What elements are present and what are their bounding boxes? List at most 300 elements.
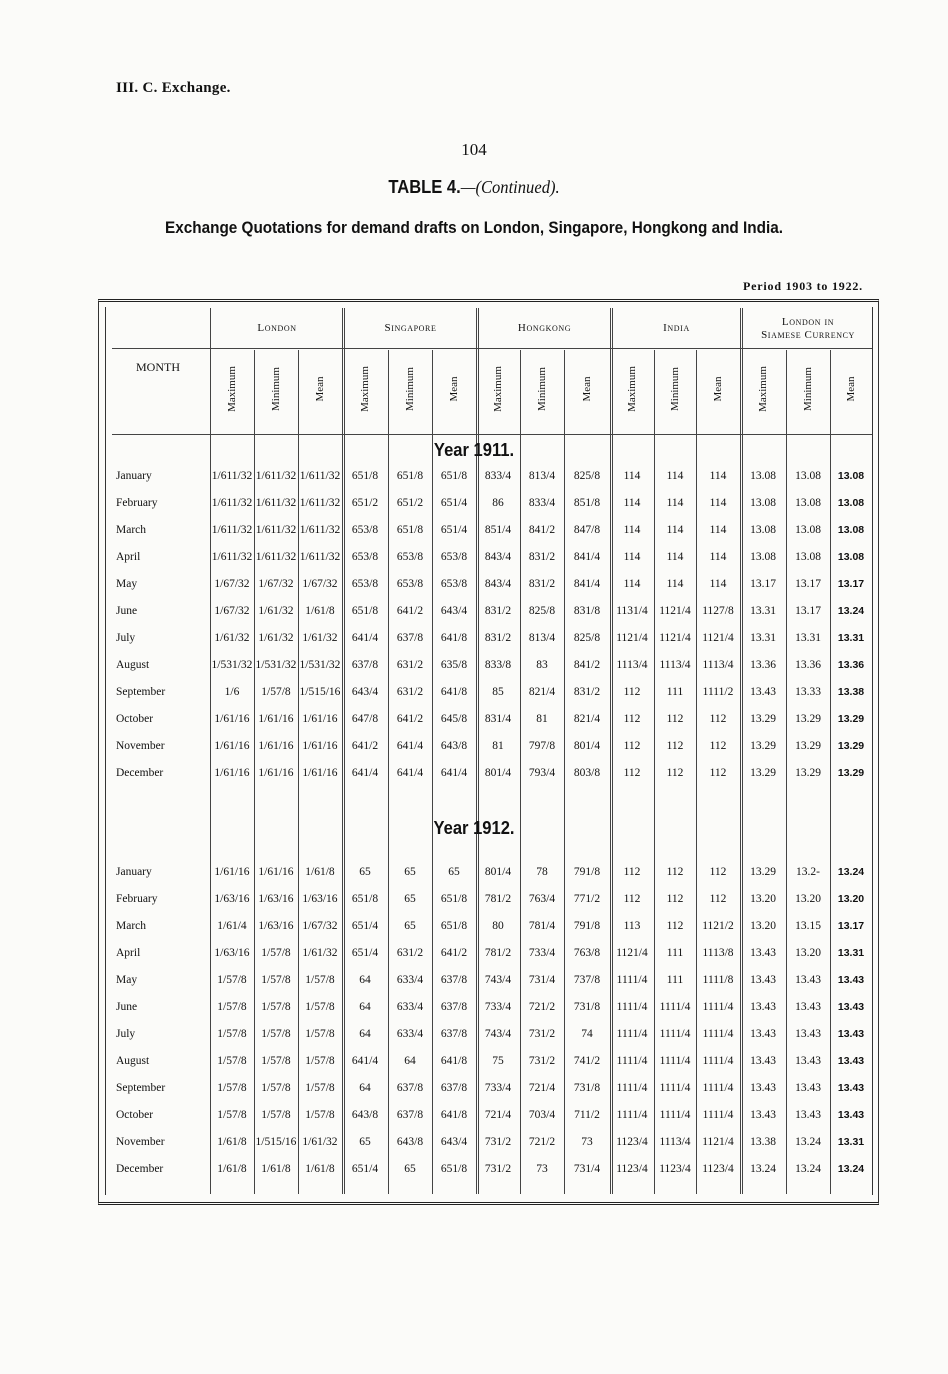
value-cell: 13.08	[837, 497, 865, 509]
group-header-hongkong: Hongkong	[517, 322, 572, 334]
value-cell: 641/2	[396, 713, 424, 725]
table-row	[0, 1163, 948, 1189]
value-cell: 1113/4	[659, 659, 691, 671]
value-cell: 85	[492, 686, 504, 698]
value-cell: 1/57/8	[261, 974, 291, 986]
value-cell: 13.38	[750, 1136, 776, 1148]
value-cell: 647/8	[351, 713, 379, 725]
table-row	[0, 659, 948, 685]
value-cell: 831/2	[484, 632, 512, 644]
value-cell: 13.29	[837, 767, 865, 779]
value-cell: 114	[623, 524, 641, 536]
group-header-line: Siamese Currency	[761, 329, 855, 341]
value-cell: 13.17	[795, 578, 821, 590]
value-cell: 721/4	[484, 1109, 512, 1121]
table-row	[0, 974, 948, 1000]
value-cell: 651/4	[440, 497, 468, 509]
value-cell: 13.17	[837, 578, 865, 590]
value-cell: 841/2	[573, 659, 601, 671]
value-cell: 13.17	[795, 605, 821, 617]
value-cell: 13.24	[837, 605, 865, 617]
value-cell: 1/61/16	[258, 767, 294, 779]
value-cell: 1/61/32	[302, 1136, 338, 1148]
value-cell: 13.08	[795, 497, 821, 509]
value-cell: 13.43	[750, 947, 776, 959]
month-cell: April	[116, 947, 141, 959]
value-cell: 114	[623, 470, 641, 482]
value-cell: 1/611/32	[299, 497, 341, 509]
value-cell: 651/8	[396, 470, 424, 482]
value-cell: 13.24	[750, 1163, 776, 1175]
value-cell: 731/4	[573, 1163, 601, 1175]
value-cell: 114	[623, 578, 641, 590]
value-cell: 651/8	[351, 470, 379, 482]
section-header: III. C. Exchange.	[116, 80, 231, 96]
value-cell: 13.08	[750, 497, 776, 509]
table-row	[0, 893, 948, 919]
value-cell: 113	[623, 920, 641, 932]
value-cell: 633/4	[396, 1028, 424, 1040]
page-number: 104	[461, 140, 487, 159]
value-cell: 1111/4	[616, 974, 648, 986]
value-cell: 112	[709, 713, 727, 725]
value-cell: 643/8	[396, 1136, 424, 1148]
value-cell: 13.24	[837, 1163, 865, 1175]
value-cell: 825/8	[573, 632, 601, 644]
value-cell: 13.43	[837, 974, 865, 986]
month-column-header: MONTH	[136, 360, 180, 374]
value-cell: 112	[709, 893, 727, 905]
value-cell: 1/515/16	[299, 686, 341, 698]
value-cell: 13.43	[795, 1082, 821, 1094]
value-cell: 1/61/8	[217, 1136, 247, 1148]
value-cell: 1/61/16	[214, 713, 250, 725]
value-cell: 1/611/32	[211, 470, 253, 482]
value-cell: 1/61/16	[302, 713, 338, 725]
value-cell: 114	[623, 497, 641, 509]
value-cell: 1/611/32	[255, 551, 297, 563]
value-cell: 114	[666, 578, 684, 590]
value-cell: 781/4	[528, 920, 556, 932]
value-cell: 1/61/32	[302, 947, 338, 959]
value-cell: 651/8	[351, 605, 379, 617]
value-cell: 1/611/32	[255, 470, 297, 482]
value-cell: 731/2	[484, 1136, 512, 1148]
value-cell: 637/8	[396, 632, 424, 644]
group-header-london-siamese	[743, 316, 873, 342]
value-cell: 65	[359, 1136, 371, 1148]
value-cell: 1111/4	[659, 1109, 691, 1121]
value-cell: 114	[666, 551, 684, 563]
table-row	[0, 1082, 948, 1108]
table-row	[0, 497, 948, 523]
value-cell: 653/8	[351, 551, 379, 563]
sub-header-minimum: Minimum	[404, 367, 416, 412]
value-cell: 843/4	[484, 578, 512, 590]
value-cell: 64	[404, 1055, 416, 1067]
value-cell: 13.31	[750, 632, 776, 644]
value-cell: 843/4	[484, 551, 512, 563]
value-cell: 1111/4	[702, 1028, 734, 1040]
value-cell: 112	[623, 713, 641, 725]
value-cell: 637/8	[396, 1082, 424, 1094]
value-cell: 13.24	[795, 1136, 821, 1148]
value-cell: 637/8	[396, 1109, 424, 1121]
value-cell: 1/57/8	[217, 1028, 247, 1040]
value-cell: 13.08	[795, 551, 821, 563]
value-cell: 13.17	[837, 920, 865, 932]
group-header-singapore: Singapore	[384, 322, 437, 334]
value-cell: 13.08	[837, 470, 865, 482]
value-cell: 13.08	[795, 470, 821, 482]
value-cell: 13.31	[795, 632, 821, 644]
sub-header-mean: Mean	[581, 376, 593, 402]
value-cell: 831/4	[484, 713, 512, 725]
value-cell: 1/61/16	[214, 866, 250, 878]
value-cell: 633/4	[396, 1001, 424, 1013]
value-cell: 64	[359, 1082, 371, 1094]
value-cell: 112	[623, 866, 641, 878]
month-cell: March	[116, 920, 147, 932]
value-cell: 114	[666, 524, 684, 536]
sub-header-maximum: Maximum	[626, 366, 638, 412]
value-cell: 75	[492, 1055, 504, 1067]
value-cell: 13.31	[750, 605, 776, 617]
value-cell: 112	[666, 767, 684, 779]
value-cell: 1127/8	[702, 605, 734, 617]
value-cell: 1/611/32	[299, 551, 341, 563]
value-cell: 653/8	[440, 551, 468, 563]
table-row	[0, 1109, 948, 1135]
value-cell: 86	[492, 497, 504, 509]
value-cell: 781/2	[484, 947, 512, 959]
value-cell: 65	[404, 893, 416, 905]
value-cell: 801/4	[484, 767, 512, 779]
value-cell: 73	[581, 1136, 593, 1148]
value-cell: 1/61/8	[305, 605, 335, 617]
table-row	[0, 713, 948, 739]
value-cell: 13.20	[750, 893, 776, 905]
month-cell: February	[116, 893, 158, 905]
value-cell: 1/67/32	[302, 578, 338, 590]
value-cell: 793/4	[528, 767, 556, 779]
group-header-divider	[112, 348, 872, 349]
table-row	[0, 551, 948, 577]
table-row	[0, 920, 948, 946]
value-cell: 1121/4	[702, 1136, 734, 1148]
value-cell: 13.20	[795, 947, 821, 959]
value-cell: 1/63/16	[258, 920, 294, 932]
value-cell: 637/8	[351, 659, 379, 671]
value-cell: 653/8	[351, 524, 379, 536]
value-cell: 1/61/16	[214, 740, 250, 752]
value-cell: 651/8	[396, 524, 424, 536]
month-cell: October	[116, 713, 154, 725]
value-cell: 651/8	[440, 470, 468, 482]
value-cell: 80	[492, 920, 504, 932]
sub-header-minimum: Minimum	[669, 367, 681, 412]
value-cell: 1/57/8	[261, 947, 291, 959]
value-cell: 13.08	[837, 551, 865, 563]
month-cell: February	[116, 497, 158, 509]
value-cell: 741/2	[573, 1055, 601, 1067]
value-cell: 1/57/8	[261, 1055, 291, 1067]
value-cell: 1113/8	[702, 947, 734, 959]
value-cell: 1/61/16	[258, 866, 294, 878]
value-cell: 733/4	[484, 1001, 512, 1013]
value-cell: 13.20	[750, 920, 776, 932]
value-cell: 763/4	[528, 893, 556, 905]
value-cell: 1113/4	[659, 1136, 691, 1148]
value-cell: 1/61/8	[217, 1163, 247, 1175]
value-cell: 651/8	[440, 893, 468, 905]
value-cell: 813/4	[528, 632, 556, 644]
value-cell: 1/57/8	[305, 1082, 335, 1094]
value-cell: 1/57/8	[217, 1082, 247, 1094]
value-cell: 13.36	[750, 659, 776, 671]
value-cell: 641/8	[440, 1109, 468, 1121]
value-cell: 651/4	[351, 947, 379, 959]
value-cell: 112	[709, 740, 727, 752]
value-cell: 1111/8	[702, 974, 734, 986]
value-cell: 731/4	[528, 974, 556, 986]
table-row	[0, 1055, 948, 1081]
value-cell: 1/57/8	[217, 1055, 247, 1067]
value-cell: 112	[666, 713, 684, 725]
value-cell: 13.08	[750, 551, 776, 563]
value-cell: 13.29	[750, 866, 776, 878]
value-cell: 1/531/32	[211, 659, 253, 671]
value-cell: 831/2	[573, 686, 601, 698]
table-title-continued: —(Continued).	[460, 177, 560, 197]
value-cell: 1111/4	[659, 1001, 691, 1013]
value-cell: 1121/4	[616, 947, 648, 959]
value-cell: 73	[536, 1163, 548, 1175]
value-cell: 83	[536, 659, 548, 671]
value-cell: 651/8	[351, 893, 379, 905]
value-cell: 114	[709, 497, 727, 509]
value-cell: 743/4	[484, 974, 512, 986]
value-cell: 653/8	[396, 578, 424, 590]
value-cell: 13.36	[795, 659, 821, 671]
sub-header-mean: Mean	[314, 376, 326, 402]
value-cell: 781/2	[484, 893, 512, 905]
value-cell: 737/8	[573, 974, 601, 986]
value-cell: 651/2	[351, 497, 379, 509]
value-cell: 74	[581, 1028, 593, 1040]
value-cell: 1/61/16	[302, 740, 338, 752]
value-cell: 13.31	[837, 1136, 865, 1148]
value-cell: 65	[404, 920, 416, 932]
value-cell: 1121/4	[702, 632, 734, 644]
value-cell: 653/8	[396, 551, 424, 563]
value-cell: 13.43	[750, 1028, 776, 1040]
value-cell: 1111/4	[702, 1001, 734, 1013]
month-cell: January	[116, 470, 152, 482]
value-cell: 801/4	[484, 866, 512, 878]
value-cell: 801/4	[573, 740, 601, 752]
value-cell: 1/61/16	[258, 713, 294, 725]
value-cell: 1/57/8	[305, 1001, 335, 1013]
value-cell: 112	[623, 893, 641, 905]
value-cell: 1/611/32	[211, 497, 253, 509]
value-cell: 13.08	[750, 524, 776, 536]
value-cell: 1/611/32	[211, 524, 253, 536]
value-cell: 1123/4	[702, 1163, 734, 1175]
value-cell: 1111/4	[659, 1082, 691, 1094]
value-cell: 112	[623, 686, 641, 698]
value-cell: 731/8	[573, 1001, 601, 1013]
month-cell: October	[116, 1109, 154, 1121]
value-cell: 637/8	[440, 1082, 468, 1094]
value-cell: 641/4	[440, 767, 468, 779]
value-cell: 641/4	[351, 1055, 379, 1067]
table-row	[0, 740, 948, 766]
value-cell: 13.08	[750, 470, 776, 482]
value-cell: 13.29	[750, 767, 776, 779]
value-cell: 651/4	[351, 920, 379, 932]
value-cell: 114	[623, 551, 641, 563]
value-cell: 1/515/16	[255, 1136, 297, 1148]
value-cell: 631/2	[396, 686, 424, 698]
value-cell: 13.29	[795, 713, 821, 725]
value-cell: 114	[666, 470, 684, 482]
value-cell: 13.29	[795, 767, 821, 779]
table-row	[0, 632, 948, 658]
month-cell: June	[116, 1001, 138, 1013]
value-cell: 711/2	[574, 1109, 600, 1121]
value-cell: 13.24	[795, 1163, 821, 1175]
table-row	[0, 605, 948, 631]
value-cell: 641/4	[351, 767, 379, 779]
sub-header-minimum: Minimum	[802, 367, 814, 412]
value-cell: 1121/4	[659, 632, 691, 644]
value-cell: 821/4	[528, 686, 556, 698]
header-bottom-rule	[112, 434, 872, 435]
value-cell: 1123/4	[659, 1163, 691, 1175]
month-cell: June	[116, 605, 138, 617]
value-cell: 112	[666, 740, 684, 752]
table-row	[0, 1001, 948, 1027]
value-cell: 643/4	[440, 1136, 468, 1148]
value-cell: 1/57/8	[305, 1028, 335, 1040]
value-cell: 1113/4	[616, 659, 648, 671]
value-cell: 731/2	[528, 1055, 556, 1067]
value-cell: 1/57/8	[217, 1001, 247, 1013]
value-cell: 13.08	[795, 524, 821, 536]
value-cell: 731/2	[528, 1028, 556, 1040]
value-cell: 1/611/32	[255, 524, 297, 536]
value-cell: 833/8	[484, 659, 512, 671]
value-cell: 821/4	[573, 713, 601, 725]
value-cell: 13.2-	[796, 866, 820, 878]
value-cell: 1/57/8	[217, 1109, 247, 1121]
sub-header-minimum: Minimum	[536, 367, 548, 412]
value-cell: 1111/2	[702, 686, 734, 698]
value-cell: 1/6	[224, 686, 240, 698]
month-cell: May	[116, 578, 138, 590]
value-cell: 112	[623, 767, 641, 779]
value-cell: 1/67/32	[258, 578, 294, 590]
value-cell: 721/4	[528, 1082, 556, 1094]
value-cell: 743/4	[484, 1028, 512, 1040]
value-cell: 112	[666, 920, 684, 932]
value-cell: 1/611/32	[255, 497, 297, 509]
value-cell: 1/61/16	[258, 740, 294, 752]
value-cell: 635/8	[440, 659, 468, 671]
sub-header-maximum: Maximum	[492, 366, 504, 412]
value-cell: 13.43	[837, 1109, 865, 1121]
value-cell: 64	[359, 1028, 371, 1040]
value-cell: 831/2	[528, 578, 556, 590]
table-subtitle: Exchange Quotations for demand drafts on London, Singapore, Hongkong and India.	[165, 218, 783, 237]
value-cell: 1/57/8	[261, 686, 291, 698]
value-cell: 1111/4	[616, 1001, 648, 1013]
value-cell: 831/2	[484, 605, 512, 617]
value-cell: 1/67/32	[214, 605, 250, 617]
value-cell: 81	[536, 713, 548, 725]
value-cell: 13.43	[795, 1028, 821, 1040]
value-cell: 1/61/16	[302, 767, 338, 779]
value-cell: 641/2	[440, 947, 468, 959]
value-cell: 703/4	[528, 1109, 556, 1121]
value-cell: 1/61/32	[258, 632, 294, 644]
value-cell: 13.43	[750, 1109, 776, 1121]
value-cell: 13.29	[837, 713, 865, 725]
value-cell: 114	[666, 497, 684, 509]
value-cell: 13.20	[837, 893, 865, 905]
value-cell: 13.43	[750, 1055, 776, 1067]
value-cell: 1111/4	[616, 1055, 648, 1067]
value-cell: 641/8	[440, 686, 468, 698]
value-cell: 1/57/8	[261, 1109, 291, 1121]
value-cell: 13.43	[750, 686, 776, 698]
value-cell: 112	[623, 740, 641, 752]
sub-header-mean: Mean	[712, 376, 724, 402]
value-cell: 13.29	[837, 740, 865, 752]
value-cell: 1/57/8	[305, 1055, 335, 1067]
value-cell: 1111/4	[702, 1109, 734, 1121]
value-cell: 643/8	[351, 1109, 379, 1121]
value-cell: 13.38	[837, 686, 865, 698]
value-cell: 1111/4	[616, 1109, 648, 1121]
value-cell: 112	[666, 866, 684, 878]
value-cell: 13.43	[750, 1082, 776, 1094]
value-cell: 637/8	[440, 1028, 468, 1040]
value-cell: 803/8	[573, 767, 601, 779]
sub-header-maximum: Maximum	[757, 366, 769, 412]
value-cell: 733/4	[484, 1082, 512, 1094]
value-cell: 825/8	[528, 605, 556, 617]
value-cell: 1/61/32	[214, 632, 250, 644]
value-cell: 13.29	[795, 740, 821, 752]
value-cell: 733/4	[528, 947, 556, 959]
value-cell: 1111/4	[616, 1028, 648, 1040]
value-cell: 641/2	[351, 740, 379, 752]
value-cell: 653/8	[440, 578, 468, 590]
value-cell: 1111/4	[702, 1055, 734, 1067]
table-row	[0, 524, 948, 550]
value-cell: 637/8	[440, 974, 468, 986]
group-header-india: India	[663, 322, 690, 334]
value-cell: 114	[709, 551, 727, 563]
value-cell: 763/8	[573, 947, 601, 959]
value-cell: 78	[536, 866, 548, 878]
value-cell: 721/2	[528, 1001, 556, 1013]
value-cell: 641/8	[440, 1055, 468, 1067]
value-cell: 1/61/8	[305, 1163, 335, 1175]
value-cell: 13.31	[837, 947, 865, 959]
